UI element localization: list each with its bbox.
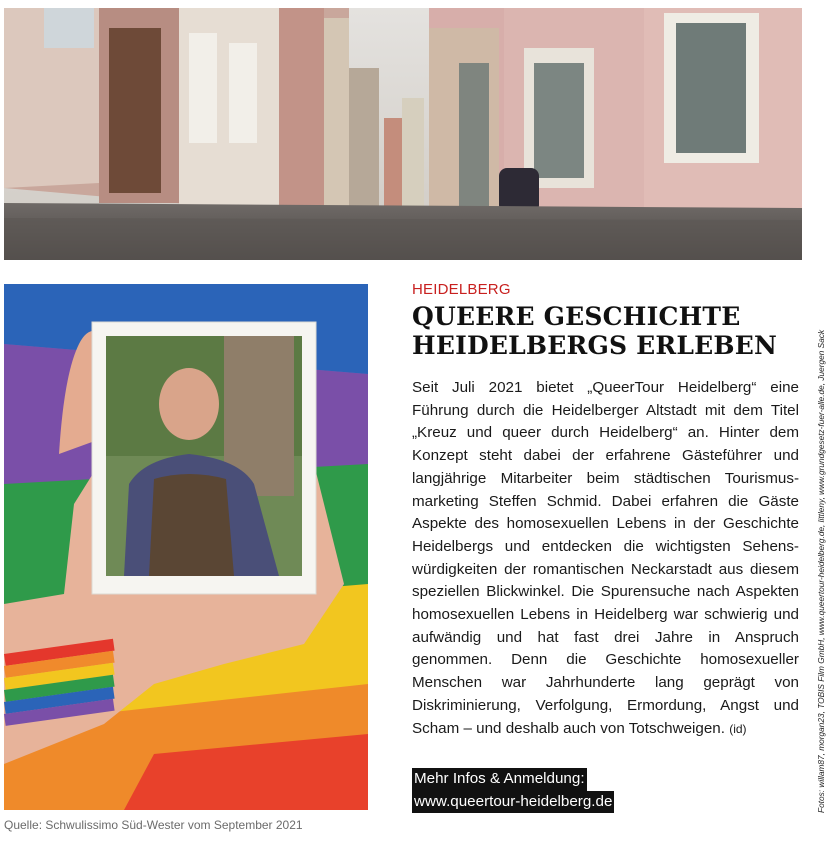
article-body-text: Seit Juli 2021 bietet „QueerTour Heidelberg“ eine Führung durch die Heidelberger Altstadt mit dem Titel „Kreuz und queer durch Heidelberg“ an. Hinter dem Konzept steht dabei der erfahrene Gästeführer und langjährige Mitarbeiter beim städtischen Tourismus-marketing Steffen Schmid. Dabei erfahren die Gäste Aspekte des homosexuellen Lebens in der Geschichte Heidelbergs und entdecken die wichtigsten Sehens-würdigkeiten der romantischen Neckarstadt aus diesem speziellen Blickwinkel. Die Spurensuche nach Aspekten homosexuellen Lebens in Heidelberg war schwierig und aufwändig und hat fast drei Jahre in Anspruch genommen. Denn die Geschichte homosexueller Menschen war Jahrhunderte lang geprägt von Diskriminierung, Verfolgung, Ermordung, Angst und Scham – und deshalb auch von Totschweigen. — [412, 379, 799, 737]
author-tag: (id) — [729, 721, 747, 736]
headline-line-1: QUEERE GESCHICHTE — [412, 302, 741, 331]
photo-credit: Fotos: willam87, morgan23, TOBIS Film GmbH, www.queertour-heidelberg.de, littleny, www.grundgesetz-fuer-alle.de, Juergen Sack — [816, 329, 826, 813]
website-link[interactable]: www.queertour-heidelberg.de — [412, 791, 614, 814]
info-callout — [412, 768, 614, 813]
article-body — [412, 377, 799, 740]
headline-line-2: HEIDELBERGS ERLEBEN — [412, 331, 778, 360]
info-callout-label: Mehr Infos & Anmeldung: — [412, 768, 587, 791]
rainbow-flag-photo — [4, 284, 368, 810]
source-line: Quelle: Schwulissimo Süd-Wester vom September 2021 — [4, 818, 303, 832]
article-kicker: HEIDELBERG — [412, 281, 511, 298]
photo-credit-column — [811, 258, 831, 813]
street-photo — [4, 8, 802, 260]
article-headline — [412, 302, 802, 360]
